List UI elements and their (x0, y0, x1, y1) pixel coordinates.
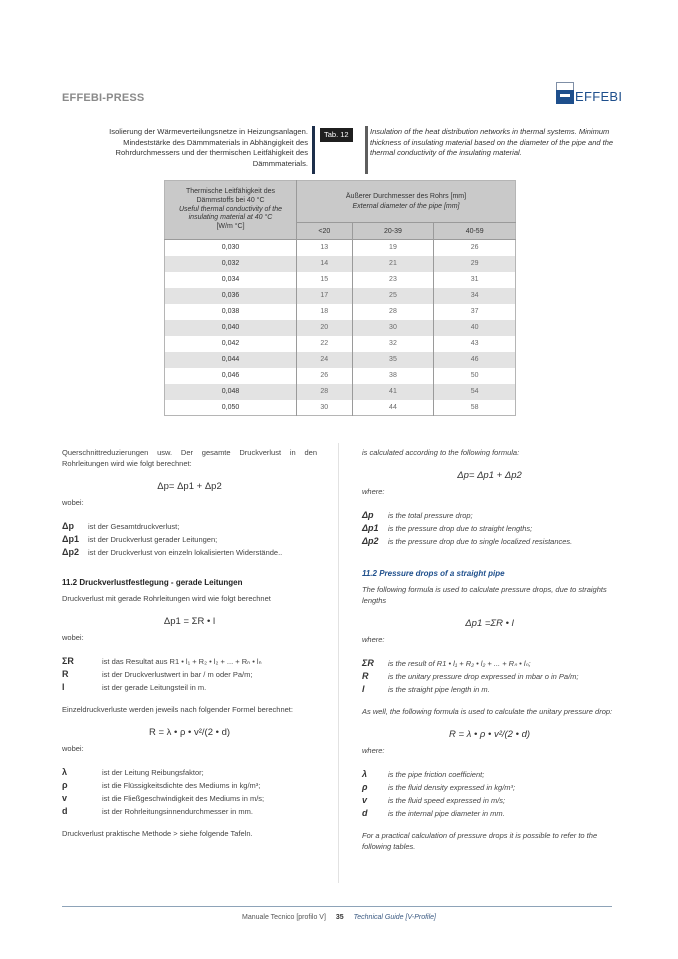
definition-item (362, 509, 617, 522)
thickness-cell: 44 (352, 400, 434, 416)
table-number-badge: Tab. 12 (320, 128, 353, 142)
definition-symbol: Δp1 (62, 534, 79, 544)
thickness-cell: 32 (352, 336, 434, 352)
thickness-cell: 58 (434, 400, 516, 416)
definition-item (362, 794, 617, 807)
definitions-total-en (362, 509, 617, 548)
table-row (165, 400, 516, 416)
thickness-cell: 21 (352, 256, 434, 272)
definition-item (362, 522, 617, 535)
diameter-group-header (297, 181, 516, 223)
diameter-range-header: 40-59 (434, 223, 516, 240)
thickness-cell: 43 (434, 336, 516, 352)
definition-item (62, 533, 317, 546)
table-row (165, 272, 516, 288)
conductivity-cell: 0,044 (165, 352, 297, 368)
definitions-unitary-de (62, 766, 317, 818)
definition-text: is the fluid density expressed in kg/m³; (388, 783, 516, 792)
diameter-header-en: External diameter of the pipe [mm] (352, 202, 460, 210)
definition-symbol: ρ (62, 780, 68, 790)
definition-symbol: λ (362, 769, 368, 779)
conductivity-cell: 0,036 (165, 288, 297, 304)
closing-en: For a practical calculation of pressure drops it is possible to refer to the following tables. (362, 831, 598, 851)
logo-text: EFFEBI (575, 89, 623, 104)
thickness-cell: 24 (297, 352, 353, 368)
formula-straight-en: Δp1 =ΣR • l (465, 618, 514, 629)
definition-symbol: d (62, 806, 68, 816)
definitions-straight-en (362, 657, 617, 696)
where-label-de-2: wobei: (62, 633, 84, 642)
german-column (62, 447, 317, 839)
table-row (165, 288, 516, 304)
definition-symbol: λ (62, 767, 68, 777)
caption-divider-grey (365, 126, 368, 174)
definition-item (362, 768, 617, 781)
thickness-cell: 28 (352, 304, 434, 320)
definition-text: ist der Druckverlust von einzeln lokalisierten Widerstände.. (88, 548, 283, 557)
definition-symbol: R (62, 669, 69, 679)
thickness-cell: 18 (297, 304, 353, 320)
thickness-cell: 34 (434, 288, 516, 304)
thickness-cell: 50 (434, 368, 516, 384)
definition-item (62, 668, 317, 681)
thickness-cell: 30 (352, 320, 434, 336)
effebi-logo-icon (556, 82, 574, 104)
conductivity-cell: 0,042 (165, 336, 297, 352)
table-row (165, 320, 516, 336)
definition-item (362, 535, 617, 548)
definition-symbol: Δp (362, 510, 374, 520)
where-label-en-3: where: (362, 746, 385, 755)
conductivity-header-en: Useful thermal conductivity of the insulating material at 40 °C (178, 205, 283, 222)
thickness-cell: 40 (434, 320, 516, 336)
definition-item (62, 520, 317, 533)
definition-item (62, 546, 317, 559)
conductivity-header (165, 181, 297, 240)
definition-text: is the result of R1 • l₁ + R₂ • l₂ + ... + Rₙ • lₙ; (388, 659, 531, 668)
thickness-cell: 29 (434, 256, 516, 272)
conductivity-cell: 0,050 (165, 400, 297, 416)
conductivity-cell: 0,030 (165, 240, 297, 256)
definition-item (62, 805, 317, 818)
table-caption-en: Insulation of the heat distribution networks in thermal systems. Minimum thickness of insulating material based on the diameter of the pipe and the thermal conductivity of the insulating material. (370, 127, 614, 157)
definition-text: ist die Fließgeschwindigkeit des Mediums in m/s; (102, 794, 265, 803)
definition-symbol: ρ (362, 782, 368, 792)
definition-text: ist der Druckverlust gerader Leitungen; (88, 535, 218, 544)
thickness-cell: 19 (352, 240, 434, 256)
brand-name: EFFEBI-PRESS (62, 92, 145, 104)
thickness-cell: 20 (297, 320, 353, 336)
definition-text: ist die Flüssigkeitsdichte des Mediums in kg/m³; (102, 781, 261, 790)
thickness-cell: 41 (352, 384, 434, 400)
section-heading-en: 11.2 Pressure drops of a straight pipe (362, 569, 505, 578)
thickness-cell: 35 (352, 352, 434, 368)
thickness-cell: 23 (352, 272, 434, 288)
definition-symbol: l (362, 684, 365, 694)
definition-text: ist der gerade Leitungsteil in m. (102, 683, 207, 692)
formula-unitary-de: R = λ • ρ • v²/(2 • d) (148, 727, 231, 738)
definition-text: ist der Rohrleitungsinnendurchmesser in mm. (102, 807, 253, 816)
definition-item (362, 670, 617, 683)
definitions-total-de (62, 520, 317, 559)
formula-total-de: Δp= Δp1 + Δp2 (157, 481, 222, 492)
definition-text: is the pressure drop due to straight lengths; (388, 524, 533, 533)
definition-item (62, 792, 317, 805)
definition-symbol: Δp (62, 521, 74, 531)
thickness-cell: 14 (297, 256, 353, 272)
table-row (165, 240, 516, 256)
diameter-range-header: 20-39 (352, 223, 434, 240)
definition-symbol: R (362, 671, 369, 681)
conductivity-cell: 0,048 (165, 384, 297, 400)
definition-item (362, 781, 617, 794)
thickness-cell: 30 (297, 400, 353, 416)
table-row (165, 384, 516, 400)
definition-symbol: d (362, 808, 368, 818)
where-label-de-3: wobei: (62, 744, 84, 753)
definition-symbol: ΣR (362, 658, 374, 668)
where-label-en-2: where: (362, 635, 385, 644)
closing-de: Druckverlust praktische Methode > siehe folgende Tafeln. (62, 829, 253, 838)
straight-intro-de: Druckverlust mit gerade Rohrleitungen wird wie folgt berechnet (62, 594, 271, 603)
intro-de: Querschnittreduzierungen usw. Der gesamte Druckverlust in den Rohrleitungen wird wie folgt berechnet: (62, 448, 317, 468)
thickness-cell: 37 (434, 304, 516, 320)
table-row (165, 304, 516, 320)
definitions-straight-de (62, 655, 317, 694)
definition-symbol: Δp2 (362, 536, 379, 546)
definition-text: is the unitary pressure drop expressed in mbar o in Pa/m; (388, 672, 579, 681)
thickness-cell: 28 (297, 384, 353, 400)
thickness-cell: 54 (434, 384, 516, 400)
thickness-cell: 46 (434, 352, 516, 368)
table-row (165, 352, 516, 368)
definition-item (362, 807, 617, 820)
column-divider (338, 443, 339, 883)
definition-item (62, 779, 317, 792)
english-column (362, 447, 617, 852)
diameter-range-header: <20 (297, 223, 353, 240)
table-caption-de: Isolierung der Wärmeverteilungsnetze in Heizungsanlagen. Mindeststärke des Dämmmaterials in Abhängigkeit des Rohrdurchmessers und der thermischen Leitfähigkeit des Dämmmaterials. (109, 127, 308, 168)
definition-text: is the straight pipe length in m. (388, 685, 490, 694)
where-label-de: wobei: (62, 498, 84, 507)
definition-text: ist das Resultat aus R1 • l₁ + R₂ • l₂ + ... + Rₙ • lₙ (102, 657, 262, 666)
conductivity-cell: 0,032 (165, 256, 297, 272)
caption-divider-blue (312, 126, 315, 174)
definition-text: ist der Druckverlustwert in bar / m oder Pa/m; (102, 670, 253, 679)
intro-en: is calculated according to the following formula: (362, 448, 520, 457)
page-footer (0, 914, 678, 921)
thickness-cell: 15 (297, 272, 353, 288)
diameter-header-de: Äußerer Durchmesser des Rohrs [mm] (345, 192, 467, 200)
definition-text: is the pipe friction coefficient; (388, 770, 485, 779)
page-number: 35 (335, 914, 344, 921)
definition-item (62, 681, 317, 694)
definition-text: ist der Leitung Reibungsfaktor; (102, 768, 204, 777)
formula-straight-de: Δp1 = ΣR • l (163, 616, 216, 627)
conductivity-cell: 0,040 (165, 320, 297, 336)
definition-symbol: ΣR (62, 656, 74, 666)
table-row (165, 336, 516, 352)
definition-text: is the pressure drop due to single localized resistances. (388, 537, 573, 546)
conductivity-cell: 0,046 (165, 368, 297, 384)
footer-rule (62, 906, 612, 907)
definition-item (362, 683, 617, 696)
thickness-cell: 22 (297, 336, 353, 352)
conductivity-header-de: Thermische Leitfähigkeit des Dämmstoffs bei 40 °C (185, 188, 276, 204)
straight-intro-en: The following formula is used to calculate pressure drops, due to straights lengths (362, 585, 607, 605)
conductivity-header-unit: [W/m °C] (216, 223, 245, 231)
definition-symbol: Δp2 (62, 547, 79, 557)
thickness-cell: 13 (297, 240, 353, 256)
definition-item (62, 766, 317, 779)
thickness-cell: 26 (434, 240, 516, 256)
definition-symbol: v (362, 795, 368, 805)
footer-title-en: Technical Guide [V-Profile] (353, 914, 436, 921)
thickness-cell: 38 (352, 368, 434, 384)
thickness-cell: 31 (434, 272, 516, 288)
definition-item (362, 657, 617, 670)
footer-title-de: Manuale Tecnico [profilo V] (242, 914, 326, 921)
table-row (165, 368, 516, 384)
definition-text: ist der Gesamtdruckverlust; (88, 522, 180, 531)
conductivity-cell: 0,034 (165, 272, 297, 288)
insulation-thickness-table (164, 180, 516, 416)
formula-total-en: Δp= Δp1 + Δp2 (457, 470, 522, 481)
definition-text: is the fluid speed expressed in m/s; (388, 796, 506, 805)
thickness-cell: 25 (352, 288, 434, 304)
definitions-unitary-en (362, 768, 617, 820)
definition-text: is the internal pipe diameter in mm. (388, 809, 505, 818)
thickness-cell: 26 (297, 368, 353, 384)
definition-symbol: v (62, 793, 68, 803)
definition-item (62, 655, 317, 668)
where-label-en: where: (362, 487, 385, 496)
unitary-intro-en: As well, the following formula is used to calculate the unitary pressure drop: (362, 707, 613, 716)
formula-unitary-en: R = λ • ρ • v²/(2 • d) (448, 729, 531, 740)
thickness-cell: 17 (297, 288, 353, 304)
table-row (165, 256, 516, 272)
definition-symbol: l (62, 682, 65, 692)
definition-text: is the total pressure drop; (388, 511, 473, 520)
conductivity-cell: 0,038 (165, 304, 297, 320)
definition-symbol: Δp1 (362, 523, 379, 533)
company-logo (556, 80, 622, 104)
unitary-intro-de: Einzeldruckverluste werden jeweils nach folgender Formel berechnet: (62, 705, 293, 714)
section-heading-de: 11.2 Druckverlustfestlegung - gerade Leitungen (62, 578, 243, 587)
